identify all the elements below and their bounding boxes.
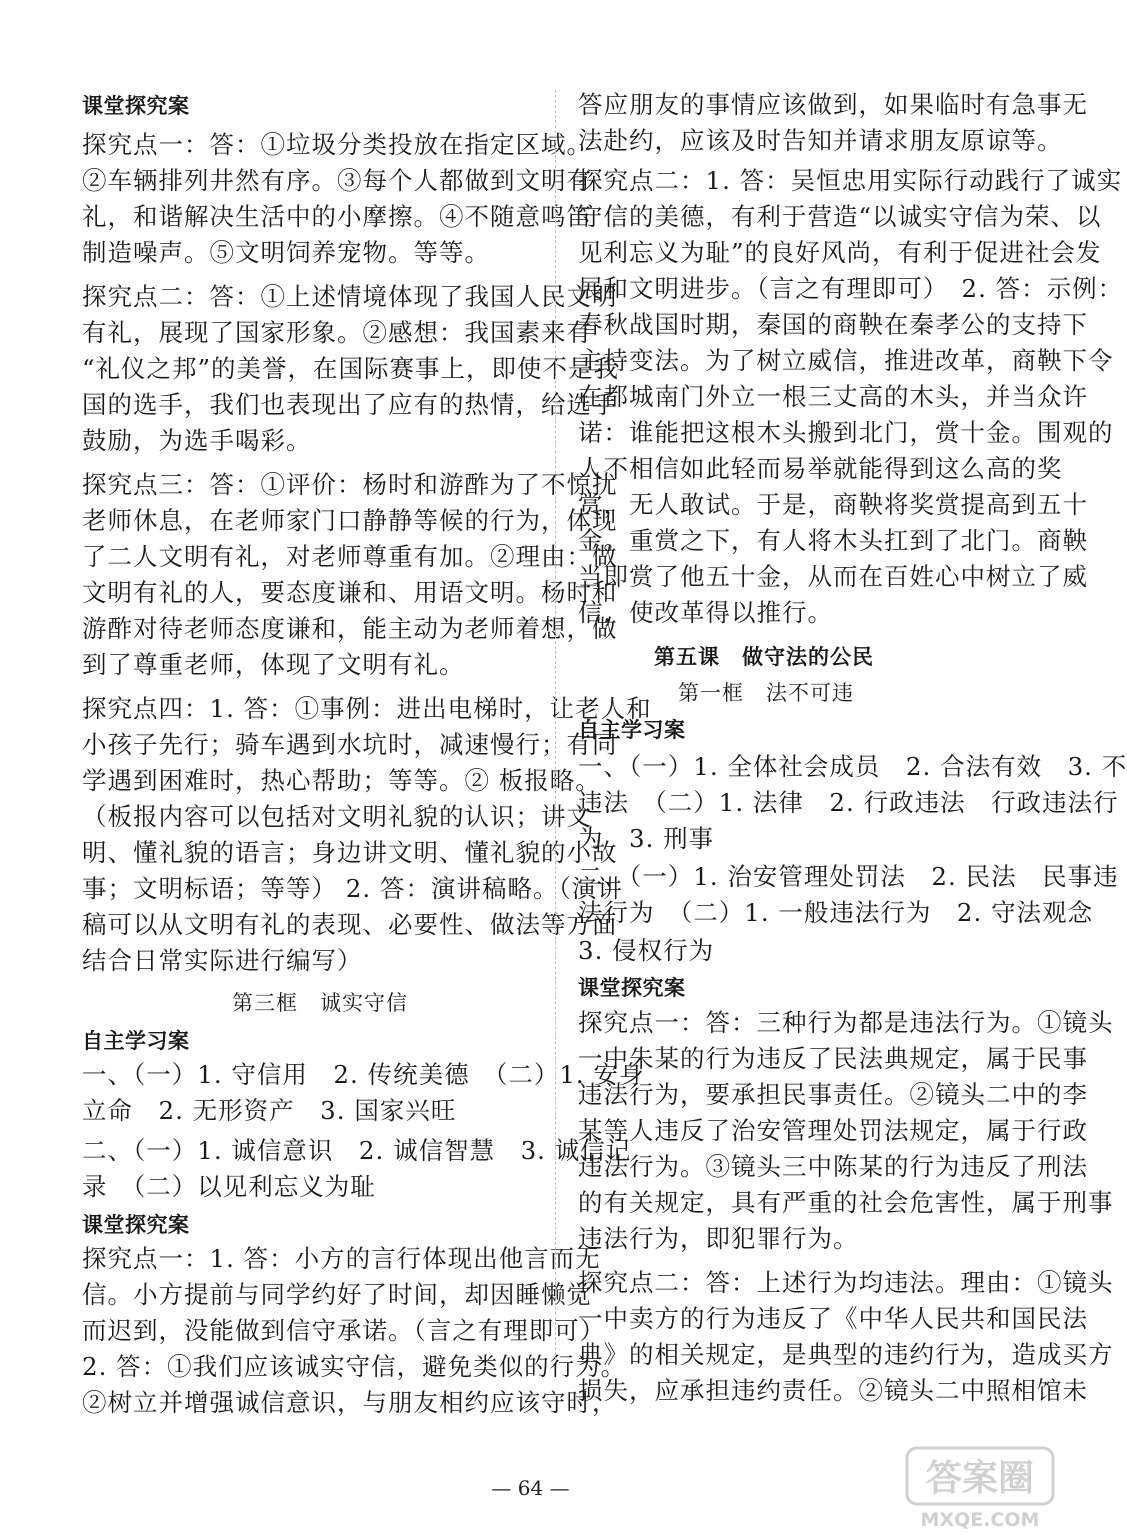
text-line: 在都城南门外立一根三丈高的木头，并当众许 <box>578 382 1088 411</box>
section-heading: 课堂探究案 <box>82 1213 190 1237</box>
text-line: 损失，应承担违约责任。②镜头二中照相馆未 <box>578 1376 1088 1405</box>
text-line: “礼仪之邦”的美誉，在国际赛事上，即使不是我 <box>82 354 620 383</box>
text-line: 金。重赏之下，有人将木头扛到了北门。商鞅 <box>578 526 1088 555</box>
text-line: 探究点一：1. 答：小方的言行体现出他言而无 <box>82 1244 601 1273</box>
column-divider <box>555 90 556 1360</box>
text-line: 探究点一：答：①垃圾分类投放在指定区域。 <box>82 130 592 159</box>
watermark-sub-text: MXQE.COM <box>920 1509 1040 1531</box>
lesson-title: 第五课 做守法的公民 <box>654 645 874 669</box>
text-line: 明、懂礼貌的语言；身边讲文明、懂礼貌的小故 <box>82 838 618 867</box>
text-line: 一中卖方的行为违反了《中华人民共和国民法 <box>578 1304 1088 1333</box>
text-line: 有礼，展现了国家形象。②感想：我国素来有 <box>82 318 592 347</box>
text-line: 国的选手，我们也表现出了应有的热情，给选手 <box>82 390 618 419</box>
text-line: 事；文明标语；等等） 2. 答：演讲稿略。（演讲 <box>82 874 623 903</box>
text-line: 探究点二：答：上述行为均违法。理由：①镜头 <box>578 1268 1114 1297</box>
text-line: 二、（一）1. 诚信意识 2. 诚信智慧 3. 诚信记 <box>82 1136 632 1165</box>
text-line: 制造噪声。⑤文明饲养宠物。等等。 <box>82 238 490 267</box>
text-line: 赏，无人敢试。于是，商鞅将奖赏提高到五十 <box>578 490 1088 519</box>
text-line: 法行为 （二）1. 一般违法行为 2. 守法观念 <box>578 898 1094 927</box>
text-line: 为 3. 刑事 <box>578 824 715 853</box>
text-line: 探究点三：答：①评价：杨时和游酢为了不惊扰 <box>82 470 618 499</box>
text-line: 信，使改革得以推行。 <box>578 598 833 627</box>
section-heading: 自主学习案 <box>82 1029 190 1053</box>
text-line: 录 （二）以见利忘义为耻 <box>82 1172 376 1201</box>
text-line: 答应朋友的事情应该做到，如果临时有急事无 <box>578 90 1088 119</box>
text-line: 探究点一：答：三种行为都是违法行为。①镜头 <box>578 1008 1114 1037</box>
text-line: 展和文明进步。（言之有理即可） 2. 答：示例： <box>578 274 1124 303</box>
text-line: 学遇到困难时，热心帮助；等等。② 板报略。 <box>82 766 601 795</box>
text-line: 信。小方提前与同学约好了时间，却因睡懒觉 <box>82 1280 592 1309</box>
watermark-main-text: 答案圈 <box>925 1458 1035 1499</box>
text-line: 守信的美德，有利于营造“以诚实守信为荣、以 <box>578 202 1102 231</box>
watermark-logo <box>905 1446 1055 1532</box>
text-line: 老师休息，在老师家门口静静等候的行为，体现 <box>82 506 618 535</box>
text-line: 主持变法。为了树立威信，推进改革，商鞅下令 <box>578 346 1114 375</box>
section-heading: 自主学习案 <box>578 718 686 742</box>
section-heading: 课堂探究案 <box>578 976 686 1000</box>
text-line: 文明有礼的人，要态度谦和、用语文明。杨时和 <box>82 578 618 607</box>
text-line: ②车辆排列井然有序。③每个人都做到文明有 <box>82 166 592 195</box>
text-line: 一、（一）1. 全体社会成员 2. 合法有效 3. 不 <box>578 752 1127 781</box>
text-line: 游酢对待老师态度谦和，能主动为老师着想，做 <box>82 614 618 643</box>
text-line: 探究点二：1. 答：吴恒忠用实际行动践行了诚实 <box>578 166 1123 195</box>
text-line: 春秋战国时期，秦国的商鞅在秦孝公的支持下 <box>578 310 1088 339</box>
text-line: 鼓励，为选手喝彩。 <box>82 426 312 455</box>
text-line: （板报内容可以包括对文明礼貌的认识；讲文 <box>82 802 592 831</box>
text-line: 到了尊重老师，体现了文明有礼。 <box>82 650 465 679</box>
text-line: ②树立并增强诚信意识，与朋友相约应该守时， <box>82 1388 618 1417</box>
text-line: 见利忘义为耻”的良好风尚，有利于促进社会发 <box>578 238 1102 267</box>
text-line: 典》的相关规定，是典型的违约行为，造成买方 <box>578 1340 1114 1369</box>
section-heading: 课堂探究案 <box>82 94 190 118</box>
text-line: 3. 侵权行为 <box>578 936 715 965</box>
subsection-title: 第一框 法不可违 <box>678 681 854 705</box>
text-line: 探究点四：1. 答：①事例：进出电梯时，让老人和 <box>82 694 652 723</box>
page-number: — 64 — <box>491 1476 570 1500</box>
text-line: 法赴约，应该及时告知并请求朋友原谅等。 <box>578 126 1063 155</box>
text-line: 违法行为，要承担民事责任。②镜头二中的李 <box>578 1080 1088 1109</box>
subsection-title: 第三框 诚实守信 <box>232 991 408 1015</box>
text-line: 小孩子先行；骑车遇到水坑时，减速慢行；有同 <box>82 730 618 759</box>
text-line: 礼，和谐解决生活中的小摩擦。④不随意鸣笛 <box>82 202 592 231</box>
text-line: 结合日常实际进行编写） <box>82 946 363 975</box>
text-line: 稿可以从文明有礼的表现、必要性、做法等方面 <box>82 910 618 939</box>
text-line: 2. 答：①我们应该诚实守信，避免类似的行为。 <box>82 1352 627 1381</box>
text-line: 的有关规定，具有严重的社会危害性，属于刑事 <box>578 1188 1114 1217</box>
text-line: 而迟到，没能做到信守承诺。（言之有理即可） <box>82 1316 606 1345</box>
text-line: 人不相信如此轻而易举就能得到这么高的奖 <box>578 454 1063 483</box>
text-line: 当即赏了他五十金，从而在百姓心中树立了威 <box>578 562 1088 591</box>
text-line: 某等人违反了治安管理处罚法规定，属于行政 <box>578 1116 1088 1145</box>
text-line: 探究点二：答：①上述情境体现了我国人民文明 <box>82 282 618 311</box>
text-line: 违法行为。③镜头三中陈某的行为违反了刑法 <box>578 1152 1088 1181</box>
text-line: 二、（一）1. 治安管理处罚法 2. 民法 民事违 <box>578 862 1119 891</box>
text-line: 诺：谁能把这根木头搬到北门，赏十金。围观的 <box>578 418 1114 447</box>
text-line: 违法 （二）1. 法律 2. 行政违法 行政违法行 <box>578 788 1119 817</box>
text-line: 立命 2. 无形资产 3. 国家兴旺 <box>82 1096 457 1125</box>
text-line: 了二人文明有礼，对老师尊重有加。②理由：做 <box>82 542 618 571</box>
text-line: 违法行为，即犯罪行为。 <box>578 1224 859 1253</box>
text-line: 一、（一）1. 守信用 2. 传统美德 （二）1. 安身 <box>82 1060 645 1089</box>
text-line: 一中朱某的行为违反了民法典规定，属于民事 <box>578 1044 1088 1073</box>
